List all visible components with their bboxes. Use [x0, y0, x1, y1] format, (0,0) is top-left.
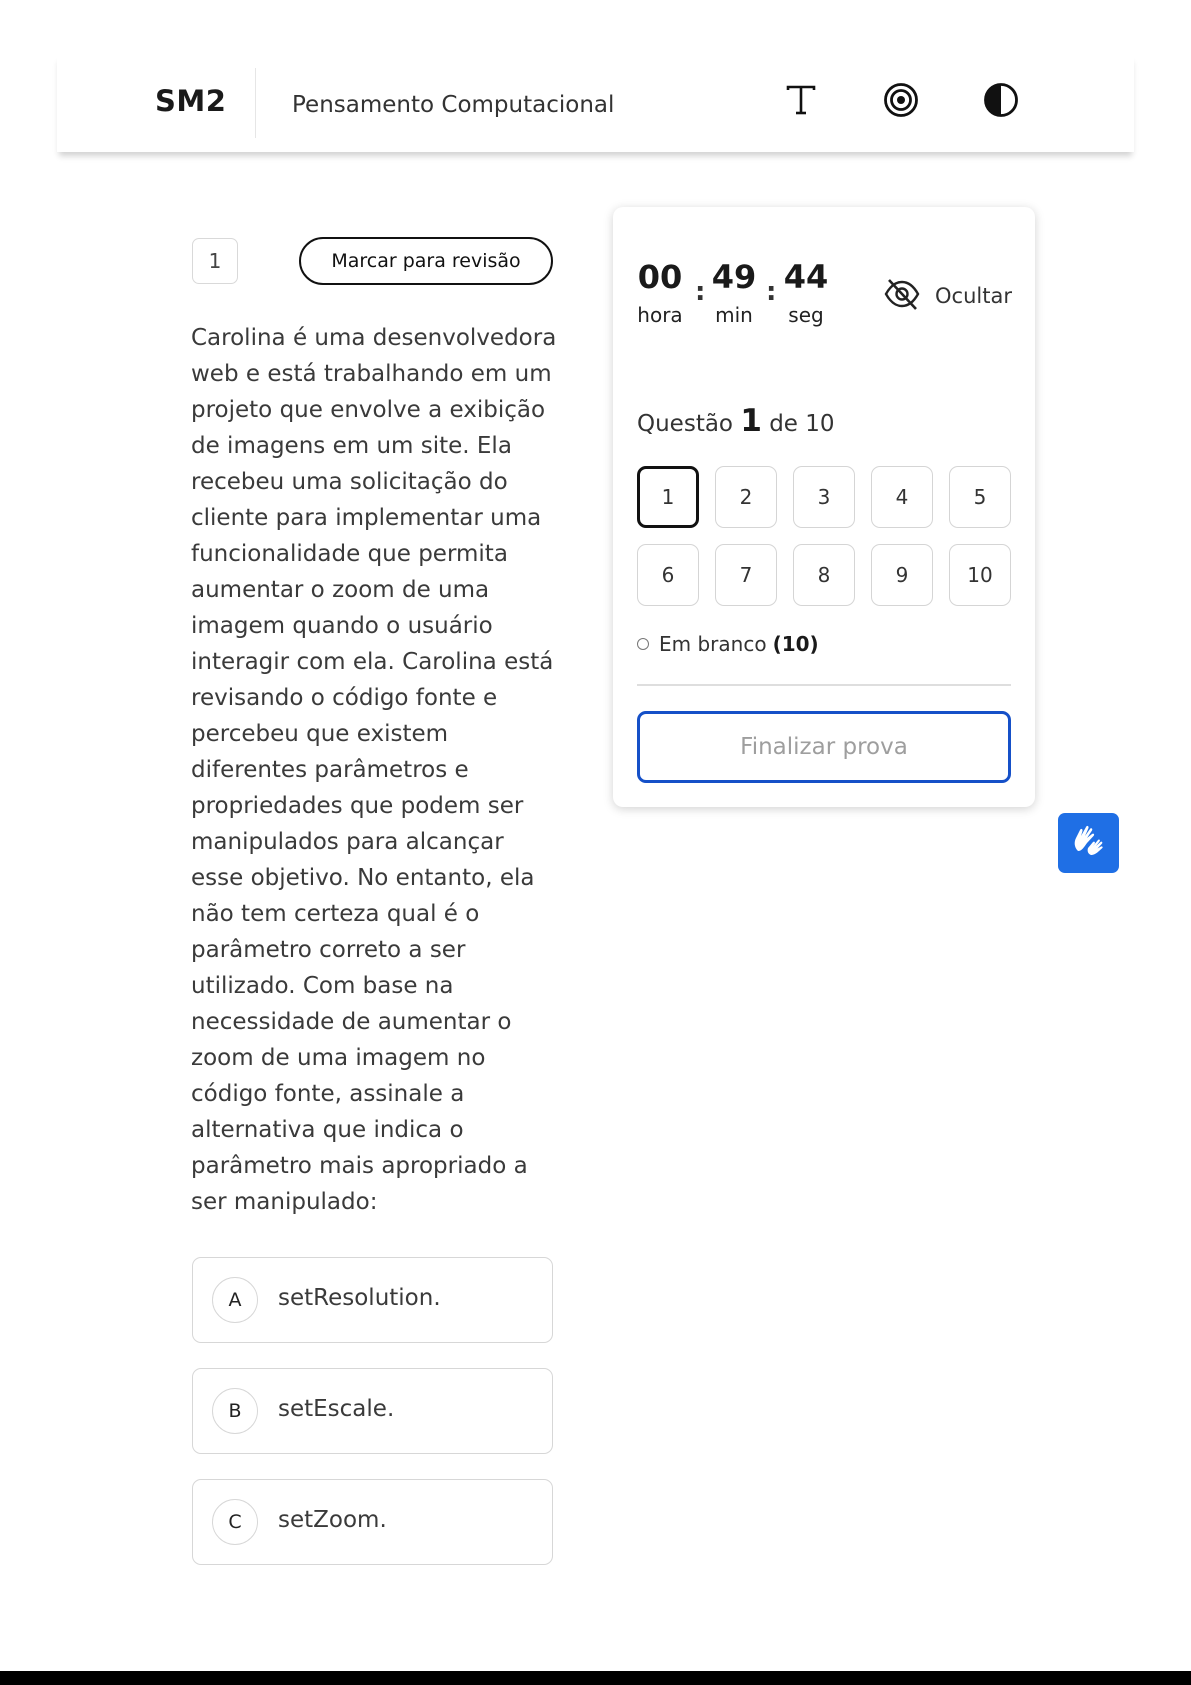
timer-hours-value: 00	[637, 258, 683, 296]
sign-language-button[interactable]	[1058, 813, 1119, 873]
panel-divider	[637, 684, 1011, 686]
text-size-icon[interactable]	[779, 78, 823, 122]
eye-off-icon	[883, 275, 921, 317]
timer-seconds-value: 44	[783, 258, 829, 296]
timer-minutes	[711, 257, 757, 327]
question-nav-1[interactable]: 1	[637, 466, 699, 528]
sign-language-hands-icon	[1069, 821, 1109, 865]
timer-separator: :	[695, 277, 706, 307]
option-c[interactable]	[192, 1479, 553, 1565]
header-divider	[255, 68, 256, 138]
option-text: setEscale.	[278, 1396, 395, 1422]
target-icon[interactable]	[879, 78, 923, 122]
question-nav-6[interactable]: 6	[637, 544, 699, 606]
timer-seconds	[783, 257, 829, 327]
option-text: setResolution.	[278, 1285, 441, 1311]
hide-timer-toggle[interactable]	[883, 275, 1012, 317]
blank-count: (10)	[772, 632, 819, 656]
blank-status	[637, 632, 819, 656]
brand-logo: SM2	[155, 84, 227, 118]
question-number-badge: 1	[192, 238, 238, 284]
blank-label: Em branco	[659, 632, 767, 656]
hide-timer-label: Ocultar	[935, 284, 1012, 308]
question-nav-9[interactable]: 9	[871, 544, 933, 606]
question-nav-3[interactable]: 3	[793, 466, 855, 528]
question-nav-10[interactable]: 10	[949, 544, 1011, 606]
option-b[interactable]	[192, 1368, 553, 1454]
bottom-edge-bar	[0, 1671, 1191, 1685]
timer-minutes-value: 49	[711, 258, 757, 296]
question-nav-2[interactable]: 2	[715, 466, 777, 528]
timer-separator: :	[766, 277, 777, 307]
exam-side-panel	[613, 207, 1035, 807]
timer-seconds-label: seg	[788, 303, 824, 327]
question-nav-5[interactable]: 5	[949, 466, 1011, 528]
mark-review-button[interactable]: Marcar para revisão	[299, 237, 553, 285]
option-letter: A	[212, 1277, 258, 1323]
progress-current: 1	[740, 403, 762, 439]
question-nav-4[interactable]: 4	[871, 466, 933, 528]
timer-hours	[637, 257, 683, 327]
course-title: Pensamento Computacional	[292, 92, 615, 118]
timer-hours-label: hora	[637, 303, 683, 327]
progress-suffix: de 10	[769, 411, 835, 437]
option-letter: B	[212, 1388, 258, 1434]
progress-prefix: Questão	[637, 411, 733, 437]
question-nav-7[interactable]: 7	[715, 544, 777, 606]
question-nav-8[interactable]: 8	[793, 544, 855, 606]
top-header	[57, 54, 1134, 152]
timer-minutes-label: min	[715, 303, 753, 327]
finish-exam-button[interactable]: Finalizar prova	[637, 711, 1011, 783]
option-a[interactable]	[192, 1257, 553, 1343]
contrast-icon[interactable]	[979, 78, 1023, 122]
option-text: setZoom.	[278, 1507, 387, 1533]
blank-dot-icon	[637, 638, 649, 650]
option-letter: C	[212, 1499, 258, 1545]
question-statement: Carolina é uma desenvolvedora web e está trabalhando em um projeto que envolve a exibição de imagens em um site. Ela recebeu uma solicitação do cliente para implementar uma funcionalidade que permita aumentar o zoom de uma imagem quando o usuário interagir com ela. Carolina está revisando o código fonte e percebeu que existem diferentes parâmetros e propriedades que podem ser manipulados para alcançar esse objetivo. No entanto, ela não tem certeza qual é o parâmetro correto a ser utilizado. Com base na necessidade de aumentar o zoom de uma imagem no código fonte, assinale a alternativa que indica o parâmetro mais apropriado a ser manipulado:	[191, 325, 557, 1215]
question-progress	[637, 403, 835, 439]
